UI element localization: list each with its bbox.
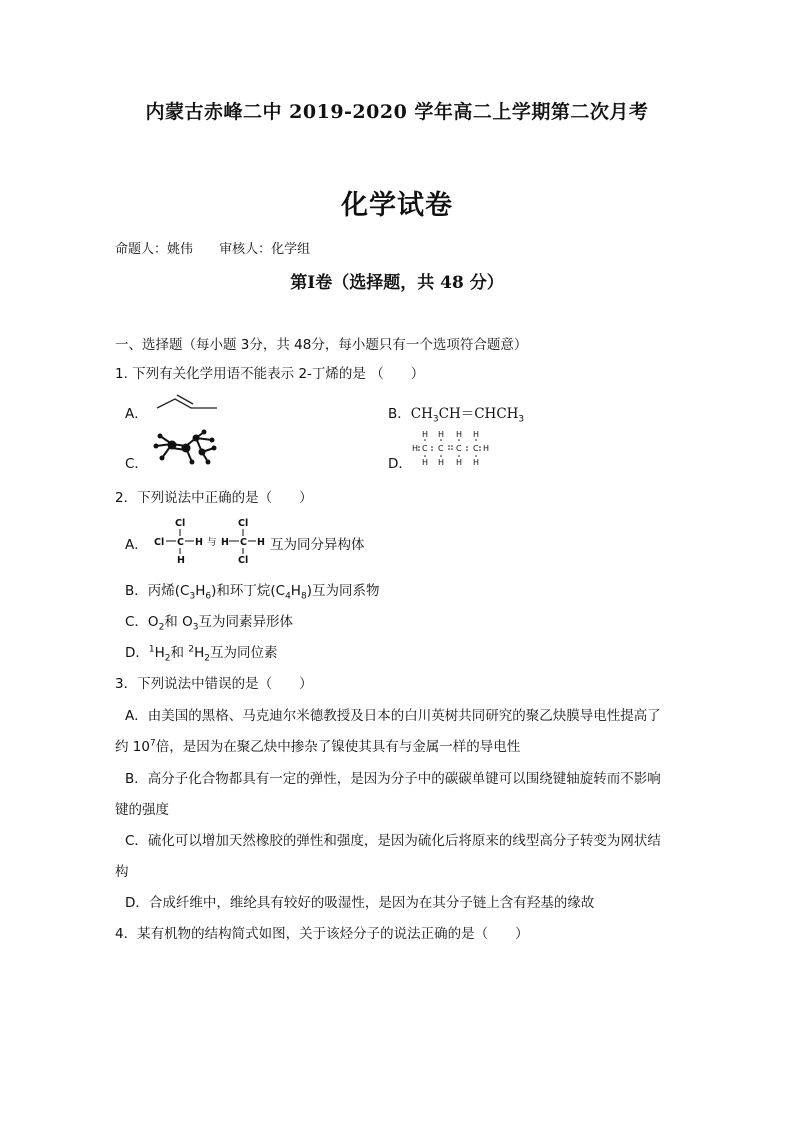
q1-d-atom: H [422,458,429,467]
q1-d-atom: H [438,430,445,439]
subject-title: 化学试卷 [341,190,453,221]
q2-a-atom: H [257,537,265,548]
q3-a-part: 倍，是因为在聚乙炔中掺杂了镍使其具有与金属一样的导电性 [155,739,521,755]
author: 命题人：姚伟 [115,242,194,257]
q2-a-atom: Cl [238,518,249,529]
q1-option-b: B．$CH_3CH=CHCH_3$ [388,406,525,425]
q3-stem: 3．下列说法中错误的是（ ） [115,676,313,692]
q1-d-atom: H [456,430,463,439]
q2-option-a-tail: 互为同分异构体 [270,537,365,553]
q3-option-d-line1: D．合成纤维中，维纶具有较好的吸湿性，是因为在其分子链上含有羟基的缘故 [125,895,595,911]
q1-d-atom: H [422,430,429,439]
q2-d-part: 和 [170,645,189,661]
q2-option-b: B．丙烯$(C_3H_6)$和环丁烷$(C_4H_8)$互为同系物 [125,583,380,602]
q2-a-atom: Cl [154,537,165,548]
author-line [115,238,332,257]
q3-option-a-line2 [115,735,520,755]
q2-a-atom: H [177,555,185,566]
q2-c-part: C．O [125,614,159,630]
q2-d-part: D． [125,645,149,661]
q2-d-part: H [154,645,165,661]
q1-d-atom: C [438,444,444,453]
q1-d-atom: H [473,458,480,467]
q3-option-b-line2: 键的强度 [115,802,169,818]
q3-a-exponent: 7 [149,738,156,749]
part-title: 第Ⅰ卷（选择题，共 48 分） [290,273,504,293]
q2-b-part: B．丙烯(C [125,583,190,599]
q1-option-c-label: C． [125,456,148,472]
q2-a-atom: Cl [175,518,186,529]
q2-stem: 2．下列说法中正确的是（ ） [115,490,313,506]
q2-option-c: C．$O_2$和 $O_3$互为同素异形体 [125,614,293,633]
q1-d-atom: C [422,444,428,453]
q1-option-a-skeletal-formula [155,393,221,413]
q2-a-atom: C [177,537,184,548]
q2-d-part: H [194,645,205,661]
q1-option-b-formula-part2: CH＝CHCH [438,406,519,422]
q1-option-d-electron-formula [410,428,492,470]
q1-option-d-label: D． [388,456,412,472]
reviewer: 审核人：化学组 [219,242,311,257]
q1-d-atom: C [473,444,479,453]
q4-stem: 4．某有机物的结构简式如图，关于该烃分子的说法正确的是（ ） [115,926,529,942]
q1-stem: 1. 下列有关化学用语不能表示 2-丁烯的是 （ ） [115,366,425,382]
q2-option-a-label: A． [125,537,148,553]
exam-school-title: 内蒙古赤峰二中 2019-2020 学年高二上学期第二次月考 [145,101,649,123]
q3-option-c-line2: 构 [115,864,129,880]
q1-d-atom: H [473,430,480,439]
q2-option-d: D．$^1H_2$和 $^2H_2$互为同位素 [125,644,278,664]
q1-option-b-formula-part1: CH [410,406,433,422]
q1-d-atom: H [456,458,463,467]
q2-c-part: 和 O [164,614,193,630]
q2-a-atom: H [221,537,229,548]
q2-a-atom: C [240,537,247,548]
q2-option-a-structures [150,515,270,567]
q1-d-atom: H [438,458,445,467]
q2-b-part: H [195,583,206,599]
q2-b-part: H [290,583,301,599]
q2-a-atom: H [195,537,203,548]
q1-d-atom: H [483,444,490,453]
q3-option-b-line1: B．高分子化合物都具有一定的弹性，是因为分子中的碳碳单键可以围绕键轴旋转而不影响 [125,771,661,787]
q3-option-c-line1: C．硫化可以增加天然橡胶的弹性和强度，是因为硫化后将原来的线型高分子转变为网状结 [125,833,661,849]
q1-option-a-label: A． [125,406,148,422]
q1-option-c-ball-stick-model [152,428,222,468]
q1-d-atom: C [456,444,462,453]
q3-a-part: 约 10 [115,739,150,755]
q2-a-atom: Cl [238,555,249,566]
section-heading: 一、选择题（每小题 3分，共 48分，每小题只有一个选项符合题意） [115,337,528,353]
q1-option-b-label: B． [388,406,411,422]
q1-d-atom: H [412,444,419,453]
q3-option-a-line1: A．由美国的黑格、马克迪尔米德教授及日本的白川英树共同研究的聚乙炔膜导电性提高了 [125,708,661,724]
q2-c-part: 互为同素异形体 [198,614,293,630]
q2-a-join: 与 [207,537,217,548]
q2-b-part: )互为同系物 [306,583,380,599]
q2-b-part: )和环丁烷(C [211,583,286,599]
q2-d-part: 互为同位素 [209,645,278,661]
